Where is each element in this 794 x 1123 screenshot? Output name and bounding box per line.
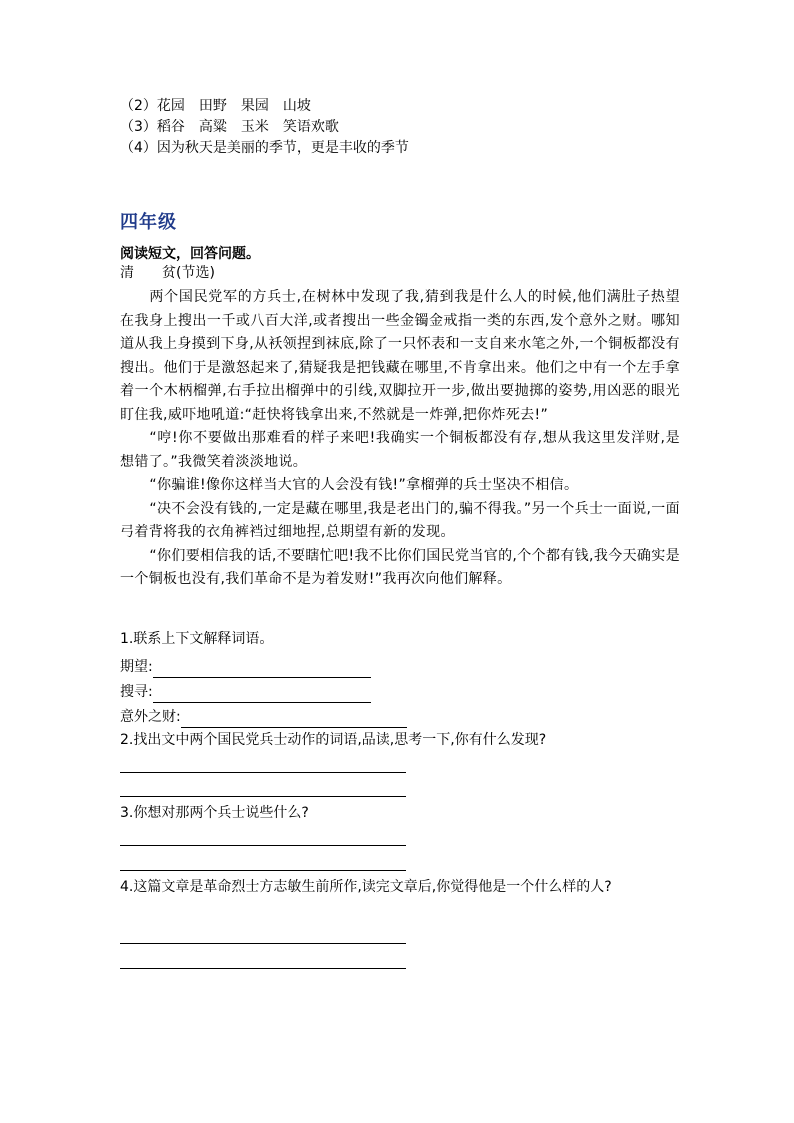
answer-blank[interactable] [181,711,407,728]
answer-line-3: （3）稻谷 高粱 玉米 笑语欢歌 [120,119,339,135]
answer-line[interactable] [120,845,406,846]
passage-body [120,286,680,592]
answer-line[interactable] [120,968,406,969]
answer-line[interactable] [120,796,406,797]
passage-title-part-1: 清 [120,265,134,281]
passage-title-part-2: 贫(节选) [162,265,215,281]
passage-paragraph: “你骗谁!像你这样当大官的人会没有钱!”拿榴弹的兵士坚决不相信。 [149,477,579,493]
reading-instruction: 阅读短文，回答问题。 [120,246,260,262]
grade-heading: 四年级 [120,212,177,233]
answer-blank[interactable] [153,661,371,678]
term-field-expect [120,656,371,678]
question-2: 2.找出文中两个国民党兵士动作的词语,品读,思考一下,你有什么发现? [120,732,547,748]
term-field-windfall [120,706,407,728]
passage-paragraph: “哼!你不要做出那难看的样子来吧!我确实一个铜板都没有存,想从我这里发洋财,是想错了。”我微笑着淡淡地说。 [120,430,680,470]
term-field-search [120,681,371,703]
answer-line[interactable] [120,943,406,944]
question-1: 1.联系上下文解释词语。 [120,631,274,647]
passage-paragraph: “你们要相信我的话,不要瞎忙吧!我不比你们国民党当官的,个个都有钱,我今天确实是一个铜板也没有,我们革命不是为着发财!”我再次向他们解释。 [120,547,680,587]
passage-paragraph: 两个国民党军的方兵士,在树林中发现了我,猜到我是什么人的时候,他们满肚子热望在我身上搜出一千或八百大洋,或者搜出一些金镯金戒指一类的东西,发个意外之财。哪知道从我上身摸到下身,从袄领捏到袜底,除了一只怀表和一支自来水笔之外,一个铜板都没有搜出。他们于是激怒起来了,猜疑我是把钱藏在哪里,不肯拿出来。他们之中有一个左手拿着一个木柄榴弹,右手拉出榴弹中的引线,双脚拉开一步,做出要抛掷的姿势,用凶恶的眼光盯住我,威吓地吼道:“赶快将钱拿出来,不然就是一炸弹,把你炸死去!” [120,289,680,423]
term-label: 期望: [120,659,153,675]
term-label: 搜寻: [120,684,153,700]
answer-line[interactable] [120,772,406,773]
answer-line[interactable] [120,870,406,871]
passage-paragraph: “决不会没有钱的,一定是藏在哪里,我是老出门的,骗不得我。”另一个兵士一面说,一面弓着背将我的衣角裤裆过细地捏,总期望有新的发现。 [120,500,680,540]
question-4: 4.这篇文章是革命烈士方志敏生前所作,读完文章后,你觉得他是一个什么样的人? [120,879,612,895]
answer-line-4: （4）因为秋天是美丽的季节，更是丰收的季节 [120,140,409,156]
answer-blank[interactable] [153,686,371,703]
term-label: 意外之财: [120,709,181,725]
passage-title [120,262,215,282]
question-3: 3.你想对那两个兵士说些什么? [120,805,309,821]
answer-line-2: （2）花园 田野 果园 山坡 [120,98,311,114]
